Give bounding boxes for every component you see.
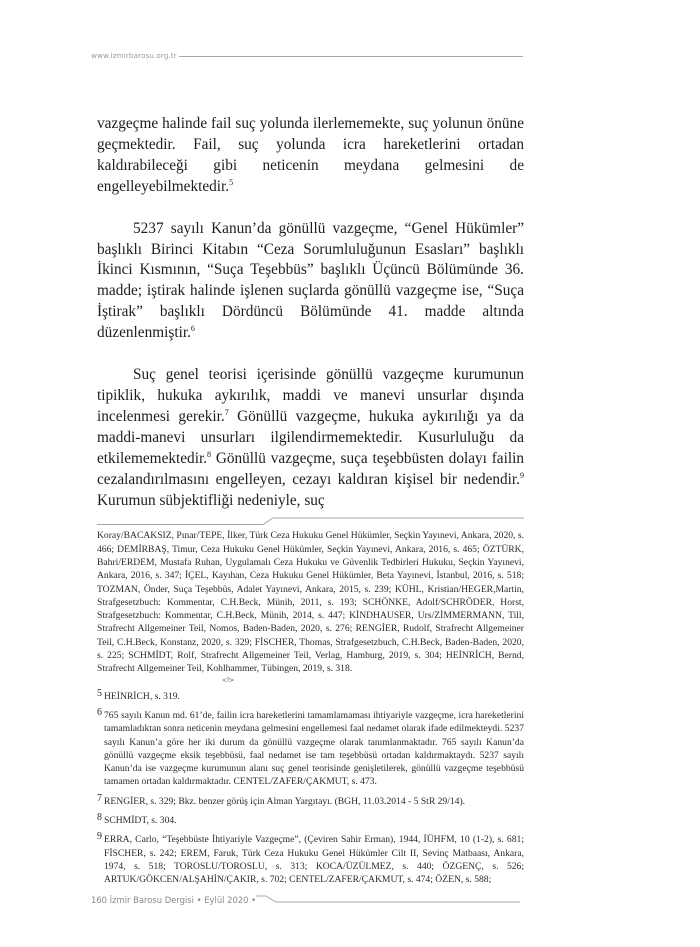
footnote-number: 5	[97, 687, 102, 699]
body-paragraph	[97, 114, 524, 198]
header-url[interactable]: www.izmirbarosu.org.tr	[91, 51, 177, 60]
footnote-ref[interactable]: 9	[520, 470, 524, 480]
separator-dot: •	[196, 894, 202, 905]
header-rule	[179, 56, 523, 57]
footnote-5	[97, 687, 524, 703]
footnote-separator	[97, 515, 527, 527]
footnote-text: 765 sayılı Kanun md. 61’de, failin icra hareketlerini tamamlamaması ihtiyariyle vazgeçme, icra hareketlerini tamamladıktan sonra neticenin meydana gelmesini engellemesi faal nedamet olarak ifade edilmekteydi. 5237 sayılı Kanun’a göre her iki durum da gönüllü vazgeçme olarak tanımlanmaktadır. 765 sayılı Kanun’da gönüllü vazgeçme eksik teşebbüsü, faal nedamet ise tam teşebbüsü ortadan kaldırmaktaydı. 5237 sayılı Kanun’da ise vazgeçme kurumunun alanı suç genel teorisinde genişletilerek, gönüllü vazgeçme teşebbüsü tamamen ortadan kaldırmaktadır. CENTEL/ZAFER/ÇAKMUT, s. 473.	[104, 709, 524, 788]
issue-date: Eylül 2020	[204, 894, 249, 905]
footnote-number: 6	[97, 706, 102, 718]
footnote-ref[interactable]: 6	[190, 324, 195, 334]
footer-rule	[256, 893, 525, 907]
footnote-9	[97, 833, 524, 886]
footnote-ref[interactable]: 7	[224, 407, 229, 417]
footnote-ref[interactable]: 8	[207, 449, 212, 459]
footnote-text: RENGİER, s. 329; Bkz. benzer görüş için Alman Yargıtayı. (BGH, 11.03.2014 - 5 StR 29/14).	[104, 795, 466, 807]
paragraph-text: Gönüllü vazgeçme, hukuka aykırılığı ya da maddi-manevi unsurları ilgilendirmemektedir. Kusurluluğu da etkilememektedir.	[97, 407, 524, 467]
paragraph-text: Suç genel teorisi içerisinde gönüllü vazgeçme kurumunun tipiklik, hukuka aykırılık, maddi ve manevi unsurlar dışında incelenmesi gerekir.	[97, 366, 524, 425]
page-number: 160	[91, 894, 107, 905]
footnote-number: 9	[97, 831, 102, 843]
footnote-text: HEİNRİCH, s. 319.	[104, 690, 180, 702]
page-header	[91, 50, 523, 62]
body-paragraph	[97, 219, 524, 344]
footnote-number: 8	[97, 812, 102, 824]
footnote-text: ERRA, Carlo, “Teşebbüste İhtiyariyle Vazgeçme”, (Çeviren Sahir Erman), 1944, İÜHFM, 10 (1-2), s. 681; FİSCHER, s. 242; EREM, Faruk, Türk Ceza Hukuku Genel Hükümler Cilt II, Sevinç Matbaası, Ankara, 1974, s. 518; TOROSLU/TOROSLU, s. 313; KOCA/ÜZÜLMEZ, s. 440; ÖZGENÇ, s. 526; ARTUK/GÖKCEN/ALŞAHİN/ÇAKIR, s. 702; CENTEL/ZAFER/ÇAKMUT, s. 474; ÖZEN, s. 588;	[104, 834, 524, 886]
footnote-number: 7	[97, 792, 102, 804]
footer	[91, 893, 256, 907]
footnote-text: SCHMİDT, s. 304.	[104, 815, 177, 827]
journal-name: İzmir Barosu Dergisi	[109, 894, 194, 905]
body-paragraph	[97, 365, 524, 511]
paragraph-text: 5237 sayılı Kanun’da gönüllü vazgeçme, “Genel Hükümler” başlıklı Birinci Kitabın “Ceza Sorumluluğunun Esasları” başlıklı İkinci Kısmının, “Suça Teşebbüs” başlıklı Üçüncü Bölümünde 36. madde; iştirak halinde işlenen suçlarda gönüllü vazgeçme ise, “Suça İştirak” başlıklı Dördüncü Bölümünde 41. madde altında düzenlenmiştir.	[97, 219, 524, 342]
separator-dot: •	[251, 894, 257, 905]
footnote-6	[97, 706, 524, 789]
footnote-7	[97, 792, 524, 808]
body-area	[97, 114, 524, 511]
page-footer	[91, 893, 525, 907]
stray-mark: <?>	[222, 676, 234, 684]
footnote-ref[interactable]: 5	[229, 177, 234, 187]
paragraph-text: Kurumun sübjektifliği nedeniyle, suç	[97, 491, 325, 509]
footnote-continued: Koray/BACAKSIZ, Pınar/TEPE, İlker, Türk Ceza Hukuku Genel Hükümler, Seçkin Yayınevi, Ankara, 2020, s. 466; DEMİRBAŞ, Timur, Ceza Hukuku Genel Hükümler, Seçkin Yayınevi, Ankara, 2016, s. 465; ÖZTÜRK, Bahri/ERDEM, Mustafa Ruhan, Uygulamalı Ceza Hukuku ve Güvenlik Tedbirleri Hukuku, Seçkin Yayınevi, Ankara, 2016, s. 347; İÇEL, Kayıhan, Ceza Hukuku Genel Hükümler, Beta Yayınevi, İstanbul, 2016, s. 518; TOZMAN, Önder, Suça Teşebbüs, Adalet Yayınevi, Ankara, 2015, s. 239; KÜHL, Kristian/HEGER,Martin, Strafgesetzbuch: Kommentar, C.H.Beck, Münih, 2011, s. 193; SCHÖNKE, Adolf/SCHRÖDER, Horst, Strafgesetzbuch: Kommentar, C.H.Beck, Münih, 2014, s. 447; KİNDHAUSER, Urs/ZİMMERMANN, Till, Strafrecht Allgemeiner Teil, Nomos, Baden-Baden, 2020, s. 276; RENGİER, Rudolf, Strafrecht Allgemeiner Teil, C.H.Beck, Konstanz, 2020, s. 329; FİSCHER, Thomas, Strafgesetzbuch, C.H.Beck, Baden-Baden, 2020, s. 225; SCHMİDT, Rolf, Strafrecht Allgemeiner Teil, Verlag, Hamburg, 2019, s. 304; HEİNRİCH, Bernd, Strafrecht Allgemeiner Teil, Kohlhammer, Tübingen, 2019, s. 318.	[97, 530, 524, 675]
paragraph-text: vazgeçme halinde fail suç yolunda ilerlememekte, suç yolunun önüne geçmektedir. Fail, suç yolunda icra hareketlerini ortadan kaldırabileceği gibi neticenin meydana gelmesini de engelleyebilmektedir.	[97, 115, 524, 195]
paragraph-text: Gönüllü vazgeçme, suça teşebbüsten dolayı failin cezalandırılmasını engelleyen, cezayı kaldıran kişisel bir nedendir.	[97, 449, 524, 488]
footnote-8	[97, 814, 524, 827]
footnotes-section	[97, 529, 524, 886]
